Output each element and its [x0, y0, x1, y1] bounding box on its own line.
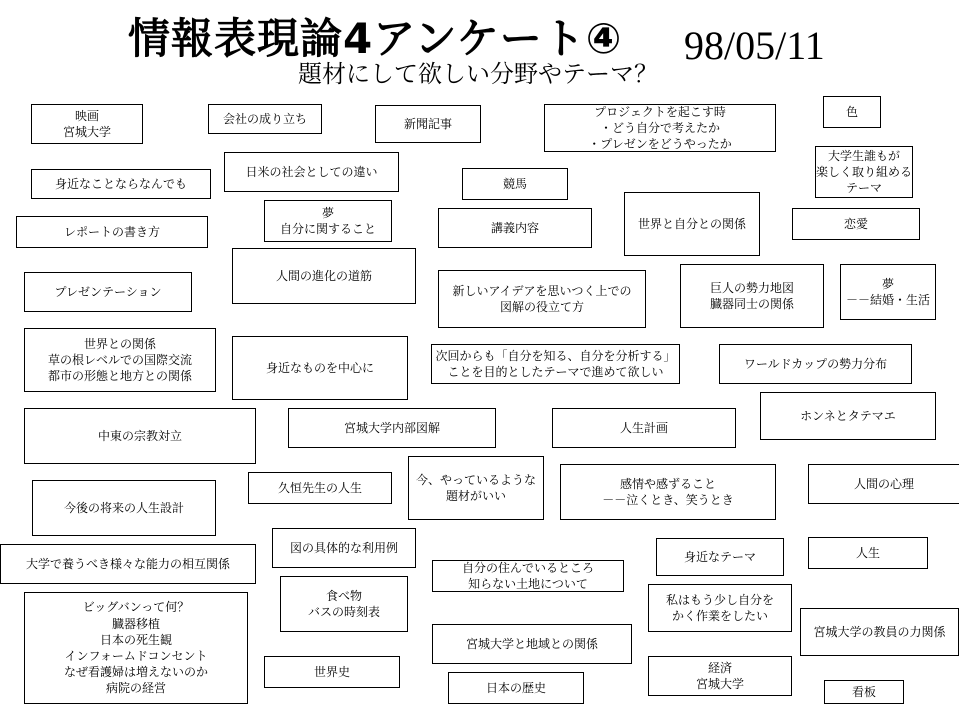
- answer-line: 宮城大学: [62, 125, 111, 139]
- answer-box-jikai: [431, 344, 680, 384]
- answer-box-report: [16, 216, 208, 248]
- answer-box-kanjou: [560, 464, 776, 520]
- answer-line: 知らない土地について: [468, 577, 588, 591]
- answer-box-eiga: [31, 104, 143, 144]
- answer-line: －－結婚・生活: [845, 293, 930, 307]
- answer-line: 世界史: [313, 664, 350, 679]
- answer-line: 経済: [707, 660, 732, 675]
- answer-line: 私はもう少し自分を: [665, 592, 774, 607]
- answer-line: 自分に関すること: [279, 222, 376, 236]
- answer-box-kuhisa: [248, 472, 392, 504]
- answer-box-idea: [438, 270, 646, 328]
- answer-line: 人生計画: [619, 420, 668, 435]
- answer-box-bigbang: [24, 592, 248, 704]
- answer-box-sekaitono: [24, 328, 216, 392]
- answer-line: テーマ: [845, 181, 882, 196]
- answer-box-ima: [408, 456, 544, 520]
- answer-line: 日米の社会としての違い: [245, 164, 378, 179]
- answer-line: 久恒先生の人生: [277, 480, 362, 495]
- page-subtitle: 題材にして欲しい分野やテーマ？: [298, 60, 658, 88]
- answer-line: 自分の住んでいるところ: [461, 560, 594, 575]
- answer-line: 新聞記事: [403, 116, 452, 131]
- answer-line: 恋愛: [843, 216, 868, 231]
- answer-line: 人間の心理: [853, 476, 914, 491]
- answer-box-chuto: [24, 408, 256, 464]
- answer-box-jinsei: [808, 537, 928, 569]
- answer-line: 臓器移植: [111, 616, 160, 631]
- answer-box-kyojin: [680, 264, 824, 328]
- answer-box-zu: [272, 528, 416, 568]
- answer-box-project: [544, 104, 776, 152]
- answer-box-miyaginaibu: [288, 408, 496, 448]
- answer-line: レポートの書き方: [63, 224, 160, 239]
- answer-box-yume2: [840, 264, 936, 320]
- answer-box-presen: [24, 272, 192, 312]
- answer-box-tabemono: [280, 576, 408, 632]
- answer-box-mijikatheme: [656, 538, 784, 576]
- answer-line: 講義内容: [490, 220, 539, 235]
- page-title: 情報表現論4アンケート④: [128, 14, 623, 63]
- answer-line: 都市の形態と地方との関係: [47, 369, 192, 384]
- answer-line: 身近なテーマ: [683, 549, 756, 564]
- answer-line: ことを目的としたテーマで進めて欲しい: [447, 365, 664, 379]
- answer-box-chiiki: [432, 624, 632, 664]
- answer-line: なぜ看護婦は増えないのか: [63, 665, 208, 680]
- answer-box-sekaitojibun: [624, 192, 760, 256]
- answer-box-worldcup: [719, 344, 912, 384]
- answer-line: ホンネとタテマエ: [800, 408, 896, 423]
- answer-box-kanban: [824, 680, 904, 704]
- answer-line: プレゼンテーション: [54, 284, 162, 299]
- answer-line: 図の具体的な利用例: [289, 540, 398, 555]
- answer-line: 世界と自分との関係: [637, 216, 746, 231]
- answer-line: 人間の進化の道筋: [275, 268, 372, 283]
- answer-line: 次回からも「自分を知る、自分を分析する」: [435, 348, 676, 363]
- answer-line: 日本の死生観: [99, 632, 172, 647]
- answer-line: 身近なことならなんでも: [54, 176, 187, 191]
- answer-line: 夢: [321, 205, 334, 220]
- answer-line: 草の根レベルでの国際交流: [47, 352, 192, 367]
- answer-box-keiba: [462, 168, 568, 200]
- answer-line: バスの時刻表: [307, 605, 380, 619]
- answer-box-kyouin: [800, 608, 959, 656]
- answer-box-jinseikeikaku: [552, 408, 736, 448]
- answer-box-watashi: [648, 584, 792, 632]
- answer-line: ・どう自分で考えたか: [599, 120, 720, 135]
- answer-line: ビッグバンって何？: [82, 600, 190, 615]
- answer-box-mijika: [31, 169, 211, 199]
- answer-line: 会社の成り立ち: [222, 111, 307, 126]
- answer-line: 宮城大学: [695, 677, 744, 691]
- answer-line: 日本の歴史: [485, 680, 546, 695]
- answer-box-kougi: [438, 208, 592, 248]
- answer-line: 映画: [74, 108, 99, 123]
- answer-line: 題材がいい: [445, 489, 506, 503]
- answer-line: 宮城大学の教員の力関係: [813, 624, 946, 639]
- answer-box-nichibei: [224, 152, 399, 192]
- answer-line: 中東の宗教対立: [97, 428, 182, 443]
- answer-box-shinka: [232, 248, 416, 304]
- answer-line: 看板: [851, 684, 876, 699]
- answer-box-daigakude: [0, 544, 256, 584]
- answer-box-daigakusei: [815, 146, 913, 198]
- answer-line: ワールドカップの勢力分布: [743, 356, 888, 371]
- answer-line: 図解の役立て方: [499, 300, 584, 314]
- answer-line: 大学で養うべき様々な能力の相互関係: [25, 556, 230, 571]
- answer-box-honne: [760, 392, 936, 440]
- answer-line: 宮城大学と地域との関係: [465, 636, 598, 651]
- answer-line: 感情や感ずること: [619, 476, 716, 491]
- answer-line: 人生: [855, 545, 880, 560]
- answer-line: 楽しく取り組める: [816, 164, 913, 179]
- answer-box-ningennokokoro: [808, 464, 959, 504]
- answer-box-iro: [823, 96, 881, 128]
- answer-line: 宮城大学内部図解: [343, 420, 440, 435]
- answer-line: 病院の経営: [105, 681, 166, 696]
- answer-line: 世界との関係: [83, 336, 156, 351]
- answer-box-kaisha: [208, 104, 322, 134]
- answer-box-kongo: [32, 480, 216, 536]
- answer-line: 夢: [881, 276, 894, 291]
- answer-line: 色: [845, 104, 858, 119]
- answer-line: 競馬: [502, 176, 527, 191]
- answer-line: 今後の将来の人生設計: [63, 500, 184, 515]
- survey-date: 98/05/11: [684, 23, 825, 68]
- answer-line: 大学生誰もが: [827, 148, 900, 163]
- answer-box-renai: [792, 208, 920, 240]
- answer-line: 巨人の勢力地図: [709, 280, 794, 295]
- answer-line: ・プレゼンをどうやったか: [588, 137, 732, 152]
- answer-box-sekaishi: [264, 656, 400, 688]
- answer-line: 今、やっているような: [415, 472, 536, 487]
- answer-box-yume1: [264, 200, 392, 242]
- answer-line: かく作業をしたい: [671, 609, 768, 623]
- answer-box-nihon: [448, 672, 584, 704]
- answer-box-shinbun: [375, 105, 481, 143]
- answer-line: プロジェクトを起こす時: [594, 104, 726, 119]
- answer-box-keizai: [648, 656, 792, 696]
- answer-box-mijikanamono: [232, 336, 408, 400]
- answer-line: 新しいアイデアを思いつく上での: [452, 283, 632, 298]
- answer-line: 臓器同士の関係: [709, 297, 794, 311]
- answer-box-jibunnosumu: [432, 560, 624, 592]
- answer-line: －－泣くとき、笑うとき: [602, 493, 734, 507]
- answer-line: 食べ物: [325, 588, 362, 603]
- answer-line: インフォームドコンセント: [64, 649, 208, 663]
- answer-line: 身近なものを中心に: [265, 360, 374, 375]
